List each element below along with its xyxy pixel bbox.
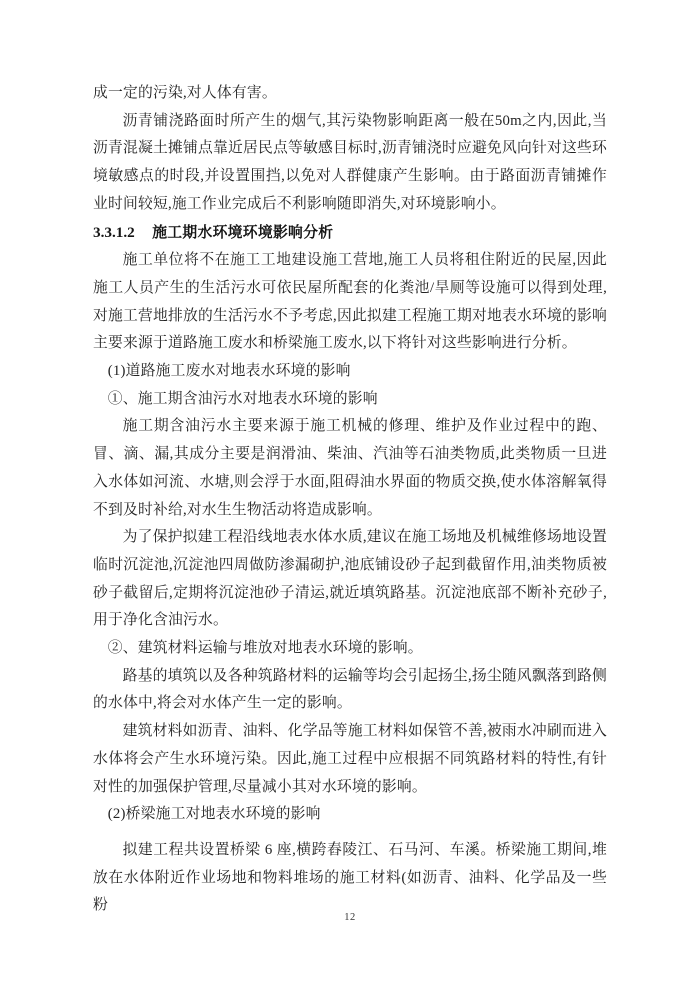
section-title: 施工期水环境环境影响分析 (152, 224, 334, 241)
list-item: (2)桥梁施工对地表水环境的影响 (107, 806, 321, 823)
paragraph-continuation: 成一定的污染,对人体有害。 (93, 85, 277, 101)
document-body (93, 80, 607, 920)
section-heading (93, 219, 607, 248)
list-item: (1)道路施工废水对地表水环境的影响 (107, 363, 351, 380)
paragraph: 施工单位将不在施工工地建设施工营地,施工人员将租住附近的民屋,因此施工人员产生的生活污水可依民屋所配套的化粪池/旱厕等设施可以得到处理,对施工营地排放的生活污水不予考虑,因此拟建工程施工期对地表水环境的影响主要来源于道路施工废水和桥梁施工废水,以下将针对这些影响进行分析。 (93, 252, 607, 352)
paragraph: 为了保护拟建工程沿线地表水体水质,建议在施工场地及机械维修场地设置临时沉淀池,沉淀池四周做防渗漏砌护,池底铺设砂子起到截留作用,油类物质被砂子截留后,定期将沉淀池砂子清运,就近填筑路基。沉淀池底部不断补充砂子,用于净化含油污水。 (93, 529, 607, 629)
page-number: 12 (344, 912, 356, 923)
paragraph: 沥青铺浇路面时所产生的烟气,其污染物影响距离一般在50m之内,因此,当沥青混凝土摊铺点靠近居民点等敏感目标时,沥青铺浇时应避免风向针对这些环境敏感点的时段,并设置围挡,以免对人群健康产生影响。由于路面沥青铺摊作业时间较短,施工作业完成后不利影响随即消失,对环境影响小。 (93, 112, 607, 212)
paragraph: 拟建工程共设置桥梁 6 座,横跨舂陵江、石马河、车溪。桥梁施工期间,堆放在水体附近作业场地和物料堆场的施工材料(如沥青、油料、化学品及一些粉 (93, 841, 607, 914)
paragraph: 建筑材料如沥青、油料、化学品等施工材料如保管不善,被雨水冲刷而进入水体将会产生水环境污染。因此,施工过程中应根据不同筑路材料的特性,有针对性的加强保护管理,尽量减小其对水环境的影响。 (93, 723, 607, 795)
paragraph: 路基的填筑以及各种筑路材料的运输等均会引起扬尘,扬尘随风飘落到路侧的水体中,将会对水体产生一定的影响。 (93, 667, 607, 712)
list-item: ②、建筑材料运输与堆放对地表水环境的影响。 (107, 640, 423, 657)
section-number: 3.3.1.2 (93, 223, 135, 241)
list-item: ①、施工期含油污水对地表水环境的影响 (107, 390, 378, 407)
paragraph: 施工期含油污水主要来源于施工机械的修理、维护及作业过程中的跑、冒、滴、漏,其成分主要是润滑油、柴油、汽油等石油类物质,此类物质一旦进入水体如河流、水塘,则会浮于水面,阻碍油水界面的物质交换,使水体溶解氧得不到及时补给,对水生生物活动将造成影响。 (93, 418, 607, 518)
